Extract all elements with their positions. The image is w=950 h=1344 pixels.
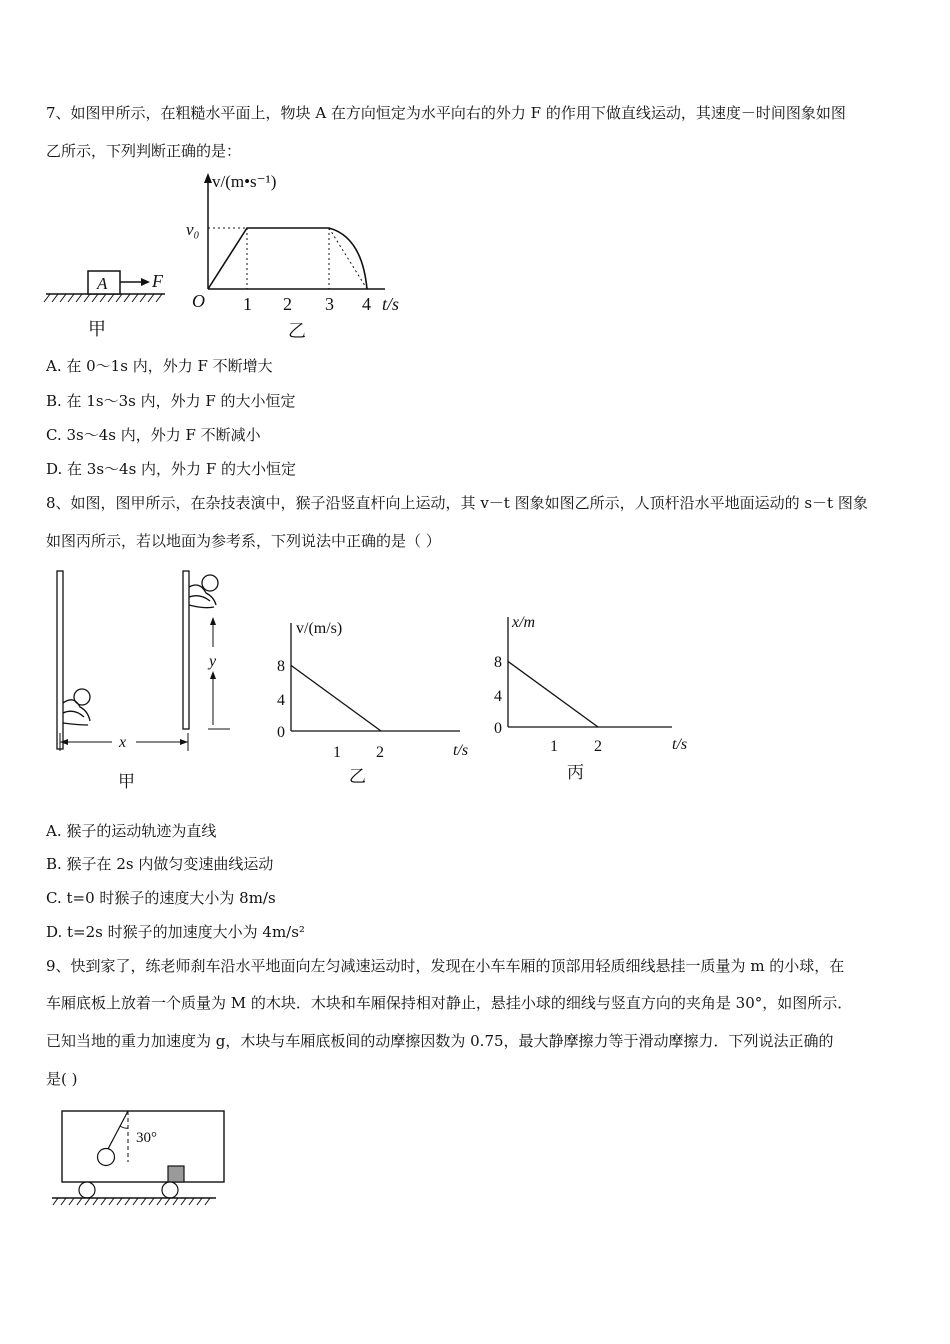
block-a-label: A xyxy=(97,274,108,293)
x-tick-0: 0 xyxy=(494,720,502,737)
angle-label: 30° xyxy=(136,1130,157,1146)
vt-curve xyxy=(208,228,367,289)
q9-text-line3: 已知当地的重力加速度为 g，木块与车厢底板间的动摩擦因数为 0.75，最大静摩擦力等于滑动摩擦力．下列说法正确的 xyxy=(46,1032,834,1050)
v-axis-label: v/(m•s⁻¹) xyxy=(212,172,277,191)
t-tick-2: 2 xyxy=(376,744,384,761)
v-axis-arrow xyxy=(204,173,212,183)
q8-fig-yi xyxy=(277,620,468,786)
q9-text-line2: 车厢底板上放着一个质量为 M 的木块．木块和车厢保持相对静止，悬挂小球的细线与竖直方向的夹角是 30°，如图所示． xyxy=(46,994,853,1012)
ball xyxy=(98,1149,115,1166)
v-tick-0: 0 xyxy=(277,724,285,741)
x-dim-right-head xyxy=(180,739,188,745)
q7-option-b: B. 在 1s～3s 内，外力 F 的大小恒定 xyxy=(46,392,296,410)
tick-1: 1 xyxy=(243,294,252,314)
force-label: F xyxy=(152,271,163,291)
force-arrow-head xyxy=(141,278,150,286)
tick-2: 2 xyxy=(283,294,292,314)
q7-caption-jia: 甲 xyxy=(88,319,106,339)
q8-text-line1: 8、如图，图甲所示，在杂技表演中，猴子沿竖直杆向上运动，其 v－t 图象如图乙所示，人顶杆沿水平地面运动的 s－t 图象 xyxy=(46,494,868,512)
q9-figure xyxy=(48,1106,228,1208)
road-hatch xyxy=(53,1198,210,1205)
t-axis-label: t/s xyxy=(453,742,469,759)
v0-label: v₀ xyxy=(186,220,200,239)
q7-figure xyxy=(40,165,410,345)
tick-3: 3 xyxy=(325,294,334,314)
q7-x-ticks xyxy=(243,294,371,314)
q8-caption-jia: 甲 xyxy=(118,772,135,791)
t-axis-label: t/s xyxy=(672,736,688,753)
tick-4: 4 xyxy=(362,294,371,314)
origin-label: O xyxy=(192,291,205,311)
carriage xyxy=(62,1111,224,1182)
q8-option-c: C. t=0 时猴子的速度大小为 8m/s xyxy=(46,889,276,907)
q9-text-line1: 9、快到家了，练老师刹车沿水平地面向左匀减速运动时，发现在小车车厢的顶部用轻质细线悬挂一质量为 m 的小球，在 xyxy=(46,957,845,975)
q7-text-line1: 7、如图甲所示，在粗糙水平面上，物块 A 在方向恒定为水平向右的外力 F 的作用下做直线运动，其速度－时间图象如图 xyxy=(46,104,846,122)
monkey-end-head xyxy=(202,575,218,591)
vt-line xyxy=(291,665,381,731)
pole-end xyxy=(183,571,189,729)
q7-caption-yi: 乙 xyxy=(288,321,306,341)
xt-line xyxy=(508,661,598,727)
q9-text-line4: 是( ) xyxy=(46,1070,78,1088)
q7-option-a: A. 在 0～1s 内，外力 F 不断增大 xyxy=(46,357,273,375)
x-axis-label: x/m xyxy=(512,614,536,631)
wheel-left xyxy=(79,1182,95,1198)
t-axis-label: t/s xyxy=(382,294,400,314)
pole-start xyxy=(57,571,63,749)
wheel-right xyxy=(162,1182,178,1198)
t-tick-2: 2 xyxy=(594,738,602,755)
t-tick-1: 1 xyxy=(333,744,341,761)
y-arrow-upper-head xyxy=(210,617,216,625)
ground-hatch xyxy=(44,294,162,302)
t-tick-1: 1 xyxy=(550,738,558,755)
x-tick-4: 4 xyxy=(494,688,502,705)
straight-reference-dashed xyxy=(329,228,367,289)
monkey-end-body xyxy=(189,585,216,608)
q7-fig-yi xyxy=(186,172,399,341)
q7-fig-jia xyxy=(44,271,165,339)
q8-option-d: D. t=2s 时猴子的加速度大小为 4m/s² xyxy=(46,923,305,941)
q8-fig-bing xyxy=(494,614,687,782)
q8-fig-jia xyxy=(57,571,230,791)
q7-option-d: D. 在 3s～4s 内，外力 F 的大小恒定 xyxy=(46,460,296,478)
wood-block xyxy=(168,1166,184,1182)
q8-option-b: B. 猴子在 2s 内做匀变速曲线运动 xyxy=(46,855,274,873)
y-label: y xyxy=(209,653,217,670)
v-tick-4: 4 xyxy=(277,692,285,709)
q8-option-a: A. 猴子的运动轨迹为直线 xyxy=(46,822,217,840)
q8-caption-bing: 丙 xyxy=(567,763,584,782)
v-axis-label: v/(m/s) xyxy=(296,620,343,637)
q7-option-c: C. 3s～4s 内，外力 F 不断减小 xyxy=(46,426,261,444)
v-tick-8: 8 xyxy=(277,658,285,675)
q8-caption-yi: 乙 xyxy=(349,767,366,786)
x-tick-8: 8 xyxy=(494,654,502,671)
q8-figure xyxy=(40,565,720,795)
q7-text-line2: 乙所示，下列判断正确的是： xyxy=(46,142,242,160)
q8-text-line2: 如图丙所示，若以地面为参考系，下列说法中正确的是（ ） xyxy=(46,532,441,550)
y-arrow-lower-head xyxy=(210,671,216,679)
x-label: x xyxy=(119,734,127,751)
